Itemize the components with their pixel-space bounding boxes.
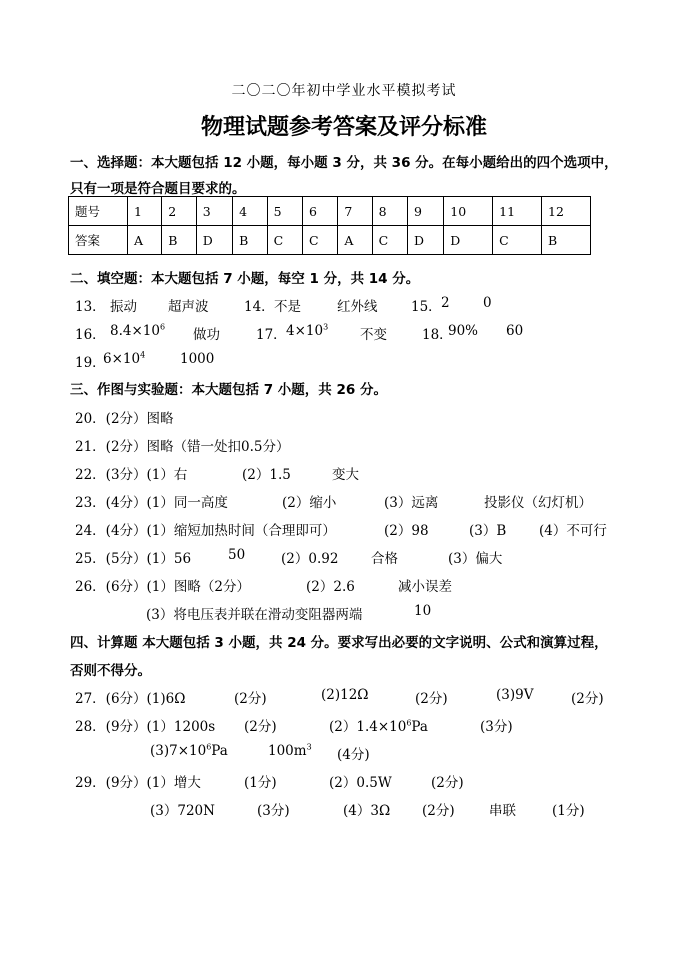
q25-part-b: 50 — [228, 547, 246, 563]
q29-score-5: (1分) — [552, 803, 585, 819]
row-label-number: 题号 — [69, 197, 128, 226]
q20-line: 20．(2分）图略 — [75, 411, 174, 427]
table-cell: C — [372, 226, 407, 255]
q29-part-b: (2）0.5W — [329, 775, 392, 791]
section-1-heading-line1: 一、选择题：本大题包括 12 小题，每小题 3 分，共 36 分。在每小题给出的四个选项中， — [70, 155, 618, 171]
table-cell: B — [162, 226, 197, 255]
q19-base: 6×10 — [103, 351, 141, 367]
q28-b-unit: Pa — [411, 719, 428, 735]
q28-head: 28．(9分）(1）1200s — [75, 719, 216, 735]
table-cell: 6 — [302, 197, 337, 226]
table-cell: C — [302, 226, 337, 255]
section-4-heading-line1: 四、计算题 本大题包括 3 小题，共 24 分。要求写出必要的文字说明、公式和演算过程， — [70, 635, 608, 651]
q28-b-exponent: 6 — [406, 718, 412, 728]
q13-answer-a: 振动 — [110, 299, 137, 315]
q26-part-d: (3）将电压表并联在滑动变阻器两端 — [146, 607, 363, 623]
q28-c-exponent: 6 — [206, 742, 212, 752]
table-cell: 11 — [493, 197, 542, 226]
q16-answer-b: 做功 — [193, 327, 220, 343]
q19-exponent: 4 — [140, 350, 146, 360]
table-cell: D — [407, 226, 443, 255]
q28-c-unit: Pa — [211, 743, 228, 759]
q28-score-3: (4分) — [337, 747, 370, 763]
q14-answer-b: 红外线 — [337, 299, 378, 315]
q25-head: 25．(5分）(1）56 — [75, 551, 192, 567]
q28-b-base: (2）1.4×10 — [329, 719, 407, 735]
q25-part-d: 合格 — [371, 551, 398, 567]
q28-d-base: 100m — [268, 743, 307, 759]
q26-part-b: (2）2.6 — [306, 579, 355, 595]
q17-exponent: 3 — [323, 322, 329, 332]
table-cell: C — [493, 226, 542, 255]
q26-head: 26．(6分）(1）图略（2分） — [75, 579, 250, 595]
table-cell: D — [196, 226, 232, 255]
q29-part-e: 串联 — [489, 803, 516, 819]
q29-score-2: (2分) — [431, 775, 464, 791]
q24-part-c: (3）B — [469, 523, 507, 539]
q28-part-c — [150, 743, 228, 759]
row-label-answer: 答案 — [69, 226, 128, 255]
q18-answer-a: 90% — [448, 323, 479, 339]
q23-head: 23．(4分）(1）同一高度 — [75, 495, 228, 511]
section-4-heading-line2: 否则不得分。 — [70, 663, 151, 679]
section-1-heading-line2: 只有一项是符合题目要求的。 — [70, 181, 246, 197]
q18-number: 18． — [422, 327, 453, 343]
table-cell: 10 — [444, 197, 493, 226]
q16-number: 16． — [75, 327, 106, 343]
section-3-heading: 三、作图与实验题：本大题包括 7 小题，共 26 分。 — [70, 382, 387, 398]
q19-number: 19． — [75, 355, 106, 371]
table-cell: 9 — [407, 197, 443, 226]
table-cell: 3 — [196, 197, 232, 226]
table-cell: B — [542, 226, 591, 255]
table-cell: 7 — [338, 197, 372, 226]
q26-part-c: 减小误差 — [398, 579, 452, 595]
q17-number: 17． — [256, 327, 287, 343]
table-cell: 4 — [233, 197, 268, 226]
table-cell: C — [267, 226, 302, 255]
q23-part-d: 投影仪（幻灯机） — [484, 495, 592, 511]
q17-answer-b: 不变 — [360, 327, 387, 343]
q16-exponent: 6 — [159, 322, 166, 332]
q17-base: 4×10 — [286, 323, 324, 339]
q22-part-b: (2）1.5 — [242, 467, 291, 483]
q19-answer-a — [103, 351, 145, 367]
q25-part-e: (3）偏大 — [448, 551, 503, 567]
q29-score-4: (2分) — [422, 803, 455, 819]
q28-score-2: (3分) — [480, 719, 513, 735]
q15-answer-a: 2 — [441, 295, 450, 311]
table-cell: 5 — [267, 197, 302, 226]
q14-answer-a: 不是 — [274, 299, 301, 315]
answer-table — [68, 196, 591, 255]
table-cell: A — [128, 226, 162, 255]
table-cell: 1 — [128, 197, 162, 226]
q26-part-e: 10 — [414, 603, 432, 619]
q27-score-1: (2分) — [234, 691, 267, 707]
table-cell: A — [338, 226, 372, 255]
page-title: 物理试题参考答案及评分标准 — [200, 115, 487, 140]
table-row-answers — [69, 226, 591, 255]
q27-head: 27．(6分）(1)6Ω — [75, 691, 186, 707]
q17-answer-a — [286, 323, 328, 339]
q16-base: 8.4×10 — [110, 323, 160, 339]
q24-head: 24．(4分）(1）缩短加热时间（合理即可） — [75, 523, 336, 539]
q23-part-c: (3）远离 — [384, 495, 439, 511]
q18-answer-b: 60 — [506, 323, 524, 339]
q15-answer-b: 0 — [483, 295, 492, 311]
q29-head: 29．(9分）(1）增大 — [75, 775, 201, 791]
q14-number: 14． — [244, 299, 275, 315]
q13-answer-b: 超声波 — [168, 299, 209, 315]
q28-c-base: (3)7×10 — [150, 743, 207, 759]
q13-number: 13． — [75, 299, 106, 315]
q24-part-b: (2）98 — [384, 523, 429, 539]
q29-part-d: (4）3Ω — [343, 803, 391, 819]
table-cell: B — [233, 226, 268, 255]
q28-part-d — [268, 743, 312, 759]
q23-part-b: (2）缩小 — [282, 495, 337, 511]
q24-part-d: (4）不可行 — [539, 523, 607, 539]
q25-part-c: (2）0.92 — [281, 551, 339, 567]
q16-answer-a — [110, 323, 165, 339]
q29-score-3: (3分) — [257, 803, 290, 819]
table-cell: D — [444, 226, 493, 255]
q27-score-2: (2分) — [415, 691, 448, 707]
section-2-heading: 二、填空题：本大题包括 7 小题，每空 1 分，共 14 分。 — [70, 271, 420, 287]
q28-score-1: (2分) — [244, 719, 277, 735]
q29-part-c: (3）720N — [150, 803, 215, 819]
q27-score-3: (2分) — [571, 691, 604, 707]
table-cell: 12 — [542, 197, 591, 226]
q21-line: 21．(2分）图略（错一处扣0.5分） — [75, 439, 290, 455]
exam-subtitle: 二〇二〇年初中学业水平模拟考试 — [231, 83, 457, 99]
q22-head: 22．(3分）(1）右 — [75, 467, 188, 483]
q15-number: 15． — [411, 299, 442, 315]
q27-part-c: (3)9V — [496, 687, 534, 703]
q28-d-exponent: 3 — [306, 742, 312, 752]
q28-part-b — [329, 715, 428, 735]
q27-part-b: (2)12Ω — [321, 687, 369, 703]
q19-answer-b: 1000 — [180, 351, 215, 367]
table-cell: 2 — [162, 197, 197, 226]
q29-score-1: (1分) — [244, 775, 277, 791]
q22-part-c: 变大 — [332, 467, 359, 483]
table-cell: 8 — [372, 197, 407, 226]
table-row-numbers — [69, 197, 591, 226]
